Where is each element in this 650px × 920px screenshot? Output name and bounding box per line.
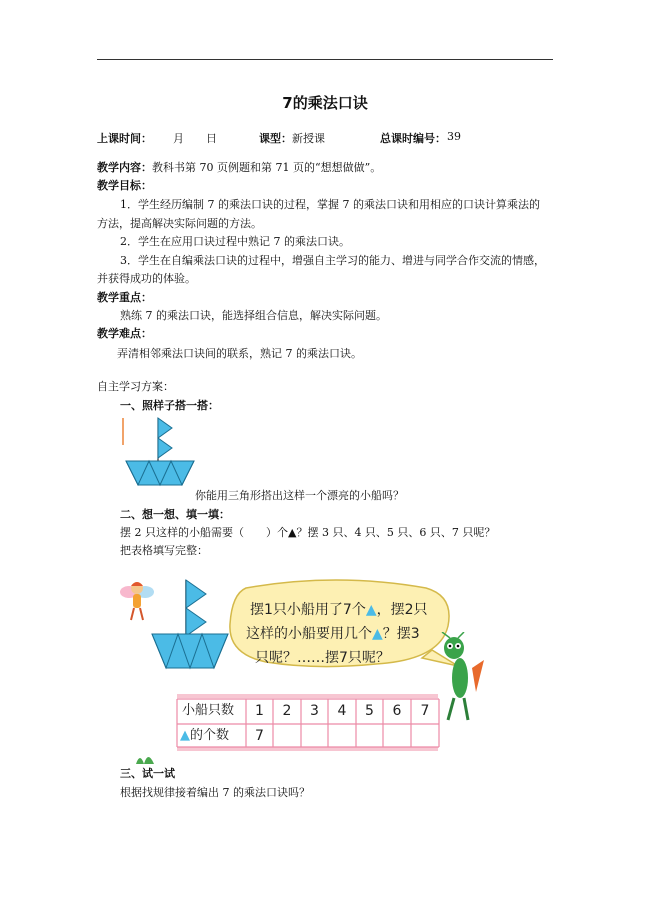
content-value: 教科书第 70 页例题和第 71 页的“想想做做”。 <box>152 161 382 174</box>
type-label: 课型： <box>259 132 292 145</box>
table-cell: 7 <box>255 728 264 744</box>
table-input-cell[interactable] <box>328 724 356 748</box>
table-cell: 6 <box>392 703 402 719</box>
bubble-text-1a: 摆1只小船用了7个 <box>250 602 366 618</box>
table-input-cell[interactable] <box>273 724 301 748</box>
boat-image <box>150 578 230 673</box>
content-row <box>97 159 381 175</box>
section2-title: 二、想一想、填一填： <box>120 508 230 521</box>
top-rule <box>97 59 553 60</box>
total-label: 总课时编号： <box>380 132 446 145</box>
key-value: 熟练 7 的乘法口诀，能选择组合信息，解决实际问题。 <box>120 309 387 322</box>
type-value: 新授课 <box>292 132 325 145</box>
time-label: 上课时间： <box>97 132 152 145</box>
small-boat-image <box>120 415 200 490</box>
table-cell: 2 <box>282 703 292 719</box>
table-input-cell[interactable] <box>301 724 328 748</box>
difficult-value: 弄清相邻乘法口诀间的联系，熟记 7 的乘法口诀。 <box>117 347 362 360</box>
goal-line-4: 3．学生在自编乘法口诀的过程中，增强自主学习的能力、增进与同学合作交流的情感， <box>120 254 545 267</box>
difficult-label: 教学难点： <box>97 327 152 340</box>
key-label: 教学重点： <box>97 291 152 304</box>
table-cell: 7 <box>420 703 430 719</box>
table-input-cell[interactable] <box>356 724 383 748</box>
total-value: 39 <box>447 130 461 143</box>
table-cell: 1 <box>255 703 264 719</box>
grasshopper-icon <box>438 632 488 722</box>
bubble-line-2 <box>246 622 420 647</box>
goal-line-1: 1．学生经历编制 7 的乘法口诀的过程，掌握 7 的乘法口诀和用相应的口诀计算乘法的 <box>120 198 540 211</box>
page-title: 7的乘法口诀 <box>282 94 368 112</box>
bubble-text-1b: ，摆2只 <box>376 602 428 618</box>
table-cell: 3 <box>310 703 319 719</box>
section1-question: 你能用三角形搭出这样一个漂亮的小船吗？ <box>195 489 404 502</box>
table-cell: 4 <box>337 703 347 719</box>
bubble-text-2a: 这样的小船要用几个 <box>246 626 372 642</box>
bubble-line-1 <box>250 598 428 623</box>
content-label: 教学内容： <box>97 161 152 174</box>
goal-line-3: 2．学生在应用口诀过程中熟记 7 的乘法口诀。 <box>120 235 350 248</box>
goal-line-5: 并获得成功的体验。 <box>97 272 196 285</box>
row2-label: 的个数 <box>190 728 230 743</box>
plan-title: 自主学习方案： <box>97 380 174 393</box>
table-cell: 5 <box>365 703 374 719</box>
table-input-cell[interactable] <box>383 724 411 748</box>
row1-label: 小船只数 <box>182 703 235 718</box>
time-value: 月 日 <box>173 132 217 145</box>
triangle-icon: ▲ <box>365 602 377 618</box>
bubble-line-3: 只呢？……摆7只呢？ <box>255 650 390 666</box>
section3-question: 根据找规律接着编出 7 的乘法口诀吗？ <box>120 786 310 799</box>
table-input-cell[interactable] <box>411 724 439 748</box>
triangle-icon: ▲ <box>180 728 190 743</box>
bubble-text-2b: ？摆3 <box>382 626 420 642</box>
section2-line2: 把表格填写完整： <box>120 544 208 557</box>
triangle-icon: ▲ <box>372 626 383 642</box>
plant-icon <box>134 750 156 764</box>
section2-line1: 摆 2 只这样的小船需要（ ）个▲？摆 3 只、4 只、5 只、6 只、7 只呢？ <box>120 526 496 539</box>
section3-title: 三、试一试 <box>120 767 175 780</box>
section1-title: 一、照样子搭一搭： <box>120 399 219 412</box>
goal-line-2: 方法，提高解决实际问题的方法。 <box>97 217 262 230</box>
row2-label-wrap <box>180 724 229 748</box>
goals-label: 教学目标： <box>97 179 152 192</box>
